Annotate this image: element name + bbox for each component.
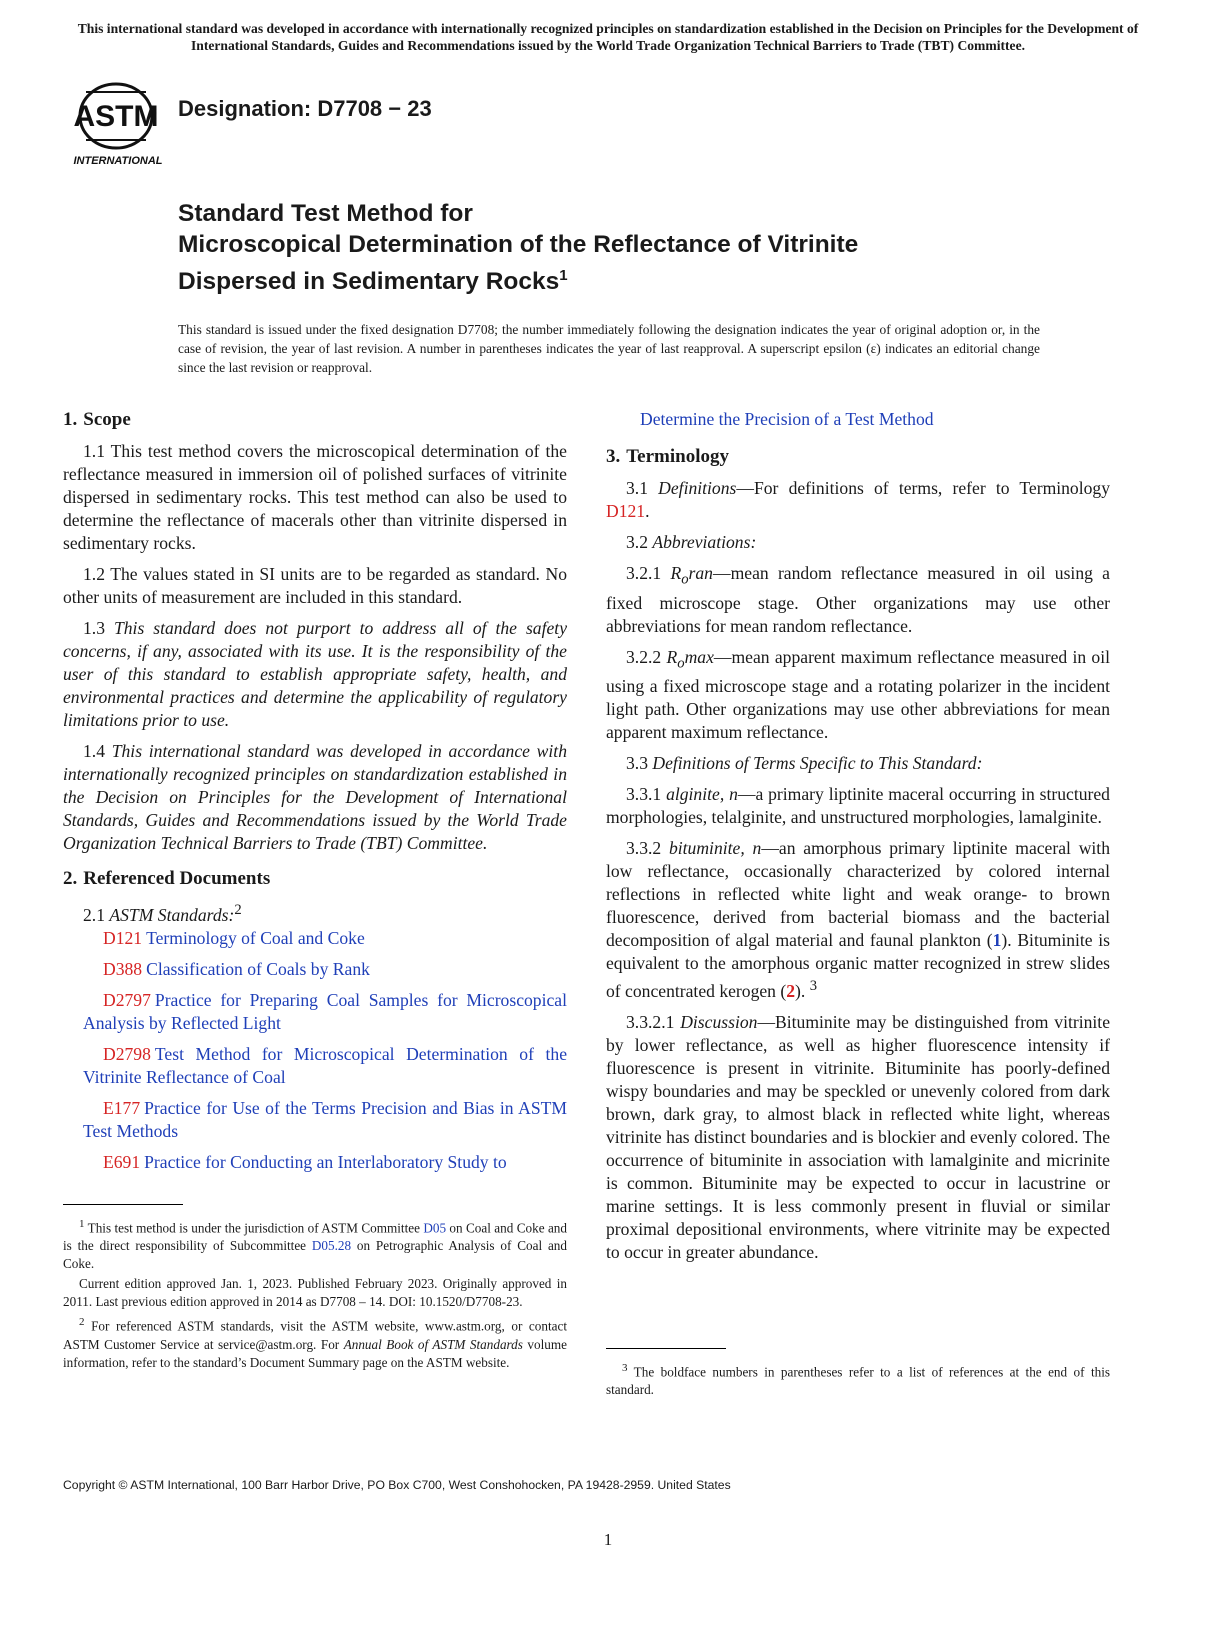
paragraph-number: 3.3.2.1	[626, 1011, 681, 1032]
top-notice: This international standard was developed in accordance with internationally recognized principles on standardization established in the Decision on Principles for the Development of International Standards, Guides and Recommendations issued by the World Trade Organization Technical Barriers to Trade (TBT) Committee.	[77, 21, 1139, 53]
reference-title[interactable]: Determine the Precision of a Test Method	[640, 409, 934, 429]
footnotes-left	[63, 1204, 567, 1374]
reference-code[interactable]: D2797	[103, 989, 151, 1010]
paragraph-number: 3.1	[626, 478, 659, 498]
reference-title[interactable]: Test Method for Microscopical Determination of the Vitrinite Reflectance of Coal	[83, 1043, 567, 1087]
footnote-divider	[606, 1348, 726, 1349]
paragraph-3-2-2	[606, 646, 1110, 745]
svg-text:INTERNATIONAL: INTERNATIONAL	[73, 155, 163, 167]
paragraph-number: 3.2	[626, 532, 653, 552]
paragraph-text: —mean apparent maximum reflectance measured in oil using a fixed microscope stage and a rotating polarizer in the incident light path. Other organizations may use other abbreviations for mean apparent maximum reflectance.	[606, 646, 1110, 743]
issue-note: This standard is issued under the fixed designation D7708; the number immediately following the designation indicates the year of original adoption or, in the case of revision, the year of last revision. A number in parentheses indicates the year of last reapproval. A superscript epsilon (ε) indicates an editorial change since the last revision or reapproval.	[178, 322, 1040, 375]
reference-title[interactable]: Terminology of Coal and Coke	[146, 927, 365, 948]
footnote-marker: 1	[79, 1218, 85, 1230]
subcommittee-link[interactable]: D05.28	[311, 1238, 352, 1254]
footnote-italic: Annual Book of ASTM Standards	[343, 1336, 523, 1352]
right-column	[606, 408, 1110, 1272]
title-line-2: Microscopical Determination of the Reflectance of Vitrinite	[178, 231, 859, 258]
paragraph-number: 1.4	[83, 741, 112, 761]
paragraph-label: Discussion	[680, 1011, 758, 1032]
footnote-marker: 2	[79, 1316, 85, 1329]
section-1-heading	[63, 408, 567, 432]
reference-continuation[interactable]	[606, 408, 1110, 431]
footnote-marker: 3	[809, 978, 818, 995]
paragraph-text: —Bituminite may be distinguished from vitrinite by lower reflectance, as well as higher fluorescence intensity if fluorescence is present in vitrinite. Bituminite has poorly-defined wispy boundaries and may be speckled or unevenly colored from dark brown, dark gray, to almost black in reflected white light, whereas vitrinite has distinct boundaries and is blockier and evenly colored. The occurrence of bituminite in association with lamalginite and micrinite is common. Bituminite may be expected to occur in lacustrine or marine settings. It is less commonly present in fluvial or similar proximal depositional environments, where vitrinite may be expected to occur in greater abundance.	[606, 1011, 1111, 1262]
paragraph-3-1	[606, 477, 1110, 523]
footnote-text: This test method is under the jurisdiction of ASTM Committee	[84, 1220, 424, 1236]
paragraph-number: 3.3.1	[626, 784, 667, 805]
title-line-1: Standard Test Method for	[178, 200, 473, 227]
section-number: 3.	[606, 446, 621, 467]
term-subscript: o	[677, 655, 685, 672]
paragraph-3-2-1	[606, 562, 1110, 638]
footnote-marker: 3	[622, 1362, 628, 1374]
svg-text:ASTM: ASTM	[73, 100, 159, 133]
paragraph-1-2: 1.2 The values stated in SI units are to be regarded as standard. No other units of measurement are included in this standard.	[63, 564, 567, 607]
paragraph-number: 2.1	[83, 904, 110, 925]
footnote-edition: Current edition approved Jan. 1, 2023. Published February 2023. Originally approved in 2011. Last previous edition approved in 2014 as D7708 – 14. DOI: 10.1520/D7708-23.	[63, 1276, 567, 1310]
footnote-text: volume information, refer to the standard’s Document Summary page on the ASTM website.	[63, 1336, 567, 1370]
copyright: Copyright © ASTM International, 100 Barr Harbor Drive, PO Box C700, West Conshohocken, PA 19428-2959. United States	[63, 1478, 731, 1492]
paragraph-1-3	[63, 617, 567, 732]
footnote-divider	[63, 1204, 183, 1205]
reference-item[interactable]	[63, 958, 567, 981]
term: bituminite, n	[668, 838, 762, 859]
term	[670, 563, 713, 588]
paragraph-3-3-2-1	[606, 1011, 1110, 1264]
paragraph-text: —an amorphous primary liptinite maceral with low reflectance, occasionally characterized by colored internal reflections in reflected white light and weak orange- to brown fluorescence, derived from bacterial biomass and the bacterial decomposition of algal material and faunal plankton (	[606, 838, 1110, 951]
paragraph-3-3	[606, 752, 1110, 775]
paragraph-text: —For definitions of terms, refer to Terminology	[736, 478, 1111, 498]
astm-logo	[66, 78, 168, 170]
paragraph-text: —a primary liptinite maceral occurring in structured morphologies, telalginite, and unstructured morphologies, lamalginite.	[606, 784, 1110, 828]
reference-code[interactable]: D121	[103, 927, 143, 948]
reference-title[interactable]: Practice for Conducting an Interlaboratory Study to	[144, 1151, 507, 1172]
term-subscript: o	[681, 571, 689, 588]
title-line-3	[178, 260, 1078, 297]
title-line-3-text: Dispersed in Sedimentary Rocks	[178, 268, 560, 296]
section-2-heading	[63, 867, 567, 891]
paragraph-text: .	[645, 501, 650, 521]
subsection-label: ASTM Standards:	[109, 904, 235, 925]
footnote-text: The boldface numbers in parentheses refer to a list of references at the end of this standard.	[606, 1364, 1110, 1398]
paragraph-text: This international standard was developed in accordance with internationally recognized principles on standardization established in the Decision on Principles for the Development of International Standards, Guides and Recommendations issued by the World Trade Organization Technical Barriers to Trade (TBT) Committee.	[63, 741, 567, 853]
paragraph-number: 3.2.1	[626, 563, 671, 583]
paragraph-text: ). Bituminite is equivalent to the amorphous organic matter recognized in strew slides of concentrated kerogen (	[606, 930, 1110, 1001]
committee-link[interactable]: D05	[423, 1220, 447, 1236]
paragraph-label: Definitions of Terms Specific to This Standard:	[652, 753, 983, 774]
section-title: Referenced Documents	[83, 868, 271, 889]
term-name: ran	[688, 563, 713, 583]
section-title: Scope	[83, 409, 131, 430]
reference-code[interactable]: D2798	[103, 1043, 151, 1064]
page-number: 1	[603, 1530, 613, 1549]
reference-code[interactable]: E691	[103, 1151, 141, 1172]
footnote-3	[606, 1359, 1110, 1399]
reference-list	[63, 927, 567, 1174]
paragraph-number: 3.2.2	[626, 646, 667, 667]
reference-item[interactable]	[63, 1043, 567, 1089]
paragraph-number: 3.3.2	[626, 838, 669, 859]
section-3-heading	[606, 445, 1110, 469]
reference-title[interactable]: Practice for Use of the Terms Precision and Bias in ASTM Test Methods	[83, 1097, 567, 1141]
footnote-1	[63, 1215, 567, 1273]
term-symbol: R	[670, 563, 682, 583]
paragraph-text: —mean random reflectance measured in oil using a fixed microscope stage. Other organizations may use other abbreviations for mean random reflectance.	[606, 563, 1110, 636]
term-symbol: R	[666, 646, 678, 667]
left-column	[63, 408, 567, 1182]
paragraph-text: This standard does not purport to address all of the safety concerns, if any, associated with its use. It is the responsibility of the user of this standard to establish appropriate safety, health, and environmental practices and determine the applicability of regulatory limitations prior to use.	[63, 618, 567, 730]
paragraph-number: 3.3	[626, 753, 653, 774]
reference-item[interactable]	[63, 1151, 567, 1174]
paragraph-1-4	[63, 740, 567, 855]
section-number: 1.	[63, 409, 78, 430]
footnotes-right	[606, 1348, 1110, 1401]
designation: Designation: D7708 − 23	[178, 96, 432, 121]
d121-link[interactable]: D121	[606, 501, 646, 521]
footnote-text: on Coal and Coke and is the direct responsibility of Subcommittee	[63, 1220, 567, 1254]
paragraph-3-3-2	[606, 837, 1110, 1003]
footnote-marker: 2	[234, 902, 242, 918]
paragraph-2-1	[63, 899, 567, 927]
reference-1-link[interactable]: 1	[992, 930, 1002, 951]
term	[666, 646, 714, 672]
title-footnote-marker: 1	[559, 267, 568, 284]
reference-item[interactable]	[63, 1097, 567, 1143]
footnote-text: on Petrographic Analysis of Coal and Coke.	[63, 1238, 567, 1272]
footnote-text: For referenced ASTM standards, visit the ASTM website, www.astm.org, or contact ASTM Customer Service at service@astm.org. For	[63, 1318, 567, 1352]
paragraph-label: Abbreviations:	[652, 532, 757, 552]
paragraph-number: 1.3	[83, 618, 114, 638]
paragraph-3-2	[606, 531, 1110, 554]
footnote-2	[63, 1313, 567, 1371]
reference-code[interactable]: D388	[103, 958, 143, 979]
paragraph-1-1: 1.1 This test method covers the microscopical determination of the reflectance measured in immersion oil of polished surfaces of vitrinite dispersed in sedimentary rocks. This test method can also be used to determine the reflectance of macerals other than vitrinite dispersed in sedimentary rocks.	[63, 441, 567, 553]
reference-title[interactable]: Practice for Preparing Coal Samples for Microscopical Analysis by Reflected Light	[83, 989, 567, 1033]
section-number: 2.	[63, 868, 78, 889]
term-name: max	[684, 646, 714, 667]
document-title	[178, 198, 1078, 297]
reference-item[interactable]	[63, 927, 567, 950]
reference-2-link[interactable]: 2	[786, 980, 796, 1001]
reference-title[interactable]: Classification of Coals by Rank	[146, 958, 370, 979]
reference-item[interactable]	[63, 989, 567, 1035]
section-title: Terminology	[626, 446, 729, 467]
paragraph-label: Definitions	[658, 478, 737, 498]
paragraph-3-3-1	[606, 783, 1110, 829]
paragraph-text: ).	[795, 980, 810, 1001]
reference-code[interactable]: E177	[103, 1097, 141, 1118]
term: alginite, n	[666, 784, 738, 805]
